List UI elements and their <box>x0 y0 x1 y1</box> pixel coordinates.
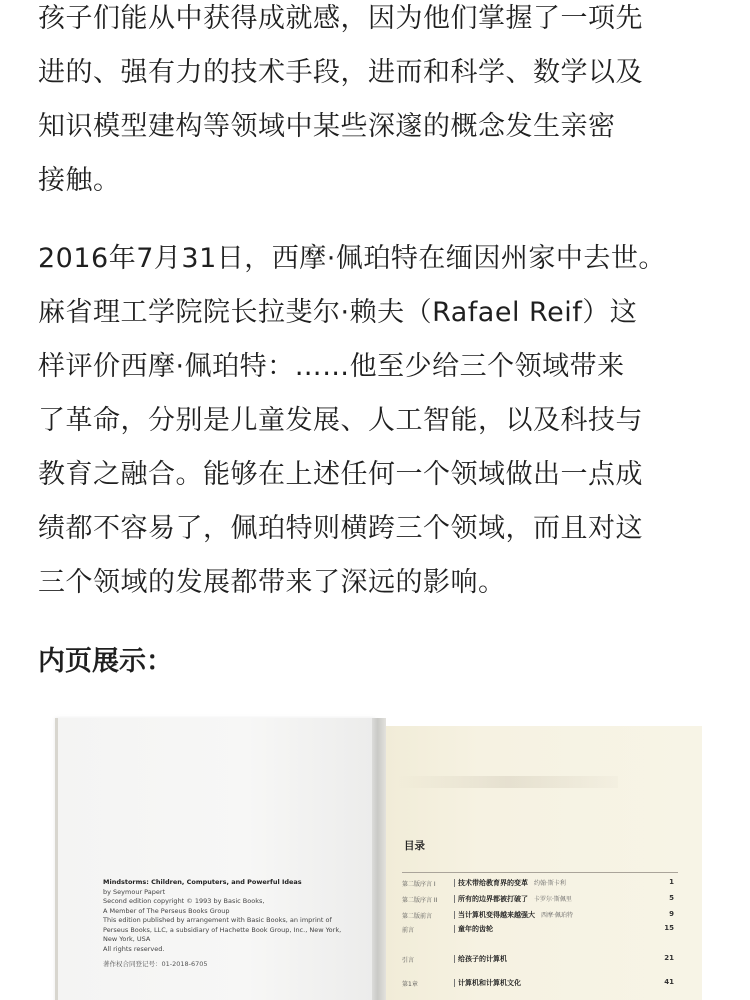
toc-page-number: 21 <box>664 954 674 962</box>
toc-title: 目录 <box>404 840 425 852</box>
toc-row <box>402 954 674 968</box>
toc-separator <box>454 911 455 919</box>
paragraph-line: 2016年7月31日，西摩·佩珀特在缅因州家中去世。 <box>38 243 666 274</box>
paragraph-2 <box>38 232 714 610</box>
toc-entry-title: 所有的边界都被打破了 卡罗尔·斯佩里 <box>458 895 572 903</box>
copyright-line: A Member of The Perseus Books Group <box>103 906 230 915</box>
toc-entry-title: 给孩子的计算机 <box>458 955 507 963</box>
paragraph-line: 样评价西摩·佩珀特：……他至少给三个领域带来 <box>38 351 625 382</box>
article-body <box>38 0 714 610</box>
toc-entry-title: 童年的齿轮 <box>458 925 493 933</box>
paragraph-line: 接触。 <box>38 165 121 196</box>
toc-page-number: 1 <box>669 878 674 886</box>
toc-label: 前言 <box>402 927 415 934</box>
paragraph-line: 知识模型建构等领域中某些深邃的概念发生亲密 <box>38 111 616 142</box>
toc-page-number: 5 <box>669 894 674 902</box>
toc-page-number: 9 <box>669 910 674 918</box>
toc-separator <box>454 879 455 887</box>
toc-label: 第二版前言 <box>402 913 433 920</box>
copyright-line: Perseus Books, LLC, a subsidiary of Hachette Book Group, Inc., New York, <box>103 925 342 934</box>
paragraph-line: 麻省理工学院院长拉斐尔·赖夫（Rafael Reif）这 <box>38 297 638 328</box>
book-spine <box>372 718 386 1000</box>
paragraph-line: 进的、强有力的技术手段，进而和科学、数学以及 <box>38 57 643 88</box>
paragraph-line: 三个领域的发展都带来了深远的影响。 <box>38 567 506 598</box>
toc-row <box>402 924 674 938</box>
paragraph-1 <box>38 0 714 208</box>
toc-separator <box>454 895 455 903</box>
paragraph-line: 了革命，分别是儿童发展、人工智能，以及科技与 <box>38 405 643 436</box>
toc-separator <box>454 955 455 963</box>
cip-record: 著作权合同登记号：01-2018-6705 <box>103 960 208 968</box>
show-through-text <box>398 776 618 788</box>
page-edge <box>55 718 58 1000</box>
copyright-line: All rights reserved. <box>103 944 165 953</box>
toc-label: 引言 <box>402 957 415 964</box>
toc-entry-title: 计算机和计算机文化 <box>458 979 521 987</box>
toc-entry-title: 技术带给教育界的变革 约翰·斯卡利 <box>458 879 566 887</box>
copyright-line: Second edition copyright © 1993 by Basic Books, <box>103 897 265 905</box>
toc-label: 第二版序言 II <box>402 897 438 904</box>
book-right-page <box>386 726 702 1000</box>
toc-label: 第二版序言 I <box>402 881 436 888</box>
paragraph-line: 孩子们能从中获得成就感，因为他们掌握了一项先 <box>38 3 643 34</box>
toc-divider <box>402 872 678 873</box>
toc-separator <box>454 925 455 933</box>
copyright-block <box>103 878 365 970</box>
paragraph-line: 绩都不容易了，佩珀特则横跨三个领域，而且对这 <box>38 513 643 544</box>
toc-author: 卡罗尔·斯佩里 <box>534 896 572 903</box>
toc-separator <box>454 979 455 987</box>
toc-author: 约翰·斯卡利 <box>534 880 566 887</box>
toc-page-number: 41 <box>664 978 674 986</box>
toc-entry-title: 当计算机变得越来越强大 西摩·佩珀特 <box>458 911 573 919</box>
book-title: Mindstorms: Children, Computers, and Powerful Ideas <box>103 878 302 886</box>
toc-row <box>402 910 674 924</box>
toc-row <box>402 878 674 892</box>
toc-page-number: 15 <box>664 924 674 932</box>
paragraph-line: 教育之融合。能够在上述任何一个领域做出一点成 <box>38 459 643 490</box>
copyright-line: This edition published by arrangement with Basic Books, an imprint of <box>103 916 332 924</box>
toc-row <box>402 894 674 908</box>
book-interior-photo <box>0 690 750 1000</box>
book-left-page <box>55 718 375 1000</box>
toc-author: 西摩·佩珀特 <box>541 912 573 919</box>
section-heading: 内页展示： <box>38 646 173 677</box>
copyright-line: by Seymour Papert <box>103 887 166 896</box>
toc-label: 第1章 <box>402 981 418 988</box>
toc-row <box>402 978 674 992</box>
copyright-line: New York, USA <box>103 935 151 943</box>
